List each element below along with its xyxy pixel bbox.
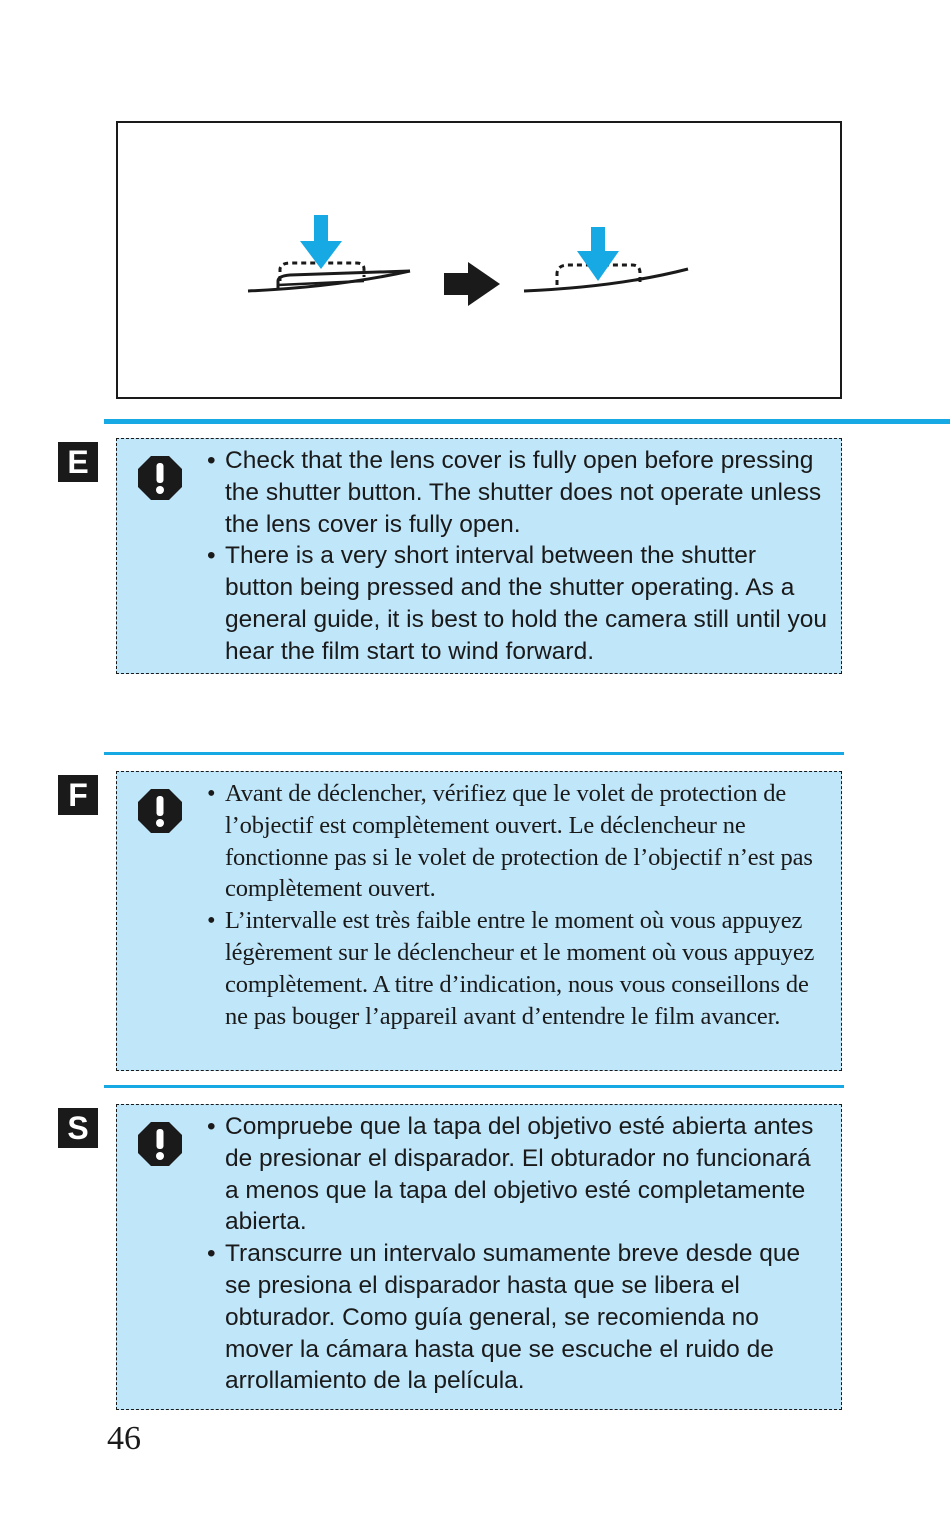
warning-icon — [137, 1121, 183, 1167]
caution-note-french — [116, 771, 842, 1071]
shutter-button-before — [248, 263, 410, 291]
warning-icon — [137, 455, 183, 501]
caution-note-spanish — [116, 1104, 842, 1410]
bullet-marker: • — [207, 907, 216, 935]
shutter-illustration — [116, 121, 842, 399]
page-number: 46 — [107, 1420, 141, 1457]
bullet-marker: • — [207, 1113, 216, 1140]
bullet-marker: • — [207, 447, 216, 474]
press-down-arrow-icon — [300, 215, 342, 269]
list-item: • L’intervalle est très faible entre le moment où vous appuyez légèrement sur le déclencheur et le moment où vous appuyez complètement. A titre d’indication, nous vous conseillons de ne pas bouger l’appareil avant d’entendre le film avancer. — [207, 907, 815, 1030]
caution-list-spanish — [207, 1111, 827, 1397]
list-item: • Compruebe que la tapa del objetivo esté abierta antes de presionar el disparador. El obturador no funcionará a menos que la tapa del objetivo esté completamente abierta. — [207, 1113, 814, 1236]
bullet-marker: • — [207, 1240, 216, 1268]
shutter-press-diagram — [118, 123, 840, 397]
caution-list-french — [207, 778, 827, 1032]
list-item: • Transcurre un intervalo sumamente breve desde que se presiona el disparador hasta que se libera el obturador. Como guía general, se recomienda no mover la cámara hasta que se escuche el ruido de arrollamiento de la película. — [207, 1240, 801, 1395]
section-divider-s — [104, 1085, 844, 1088]
section-divider-e — [104, 419, 950, 424]
list-item: • There is a very short interval between the shutter button being pressed and the shutter operating. As a general guide, it is best to hold the camera still until you hear the film start to wind forward. — [207, 542, 827, 665]
section-divider-f — [104, 752, 844, 755]
press-down-arrow-icon — [577, 227, 619, 281]
caution-note-english — [116, 438, 842, 674]
language-badge-e: E — [58, 442, 98, 482]
bullet-marker: • — [207, 542, 216, 570]
bullet-marker: • — [207, 780, 216, 807]
right-arrow-icon — [444, 262, 500, 306]
language-badge-s: S — [58, 1108, 98, 1148]
list-item: • Avant de déclencher, vérifiez que le volet de protection de l’objectif est complètement ouvert. Le déclencheur ne fonctionne pas si le volet de protection de l’objectif n’est pas complètement ouvert. — [207, 780, 813, 903]
list-item: • Check that the lens cover is fully open before pressing the shutter button. The shutter does not operate unless the lens cover is fully open. — [207, 447, 822, 538]
caution-list-english — [207, 445, 827, 668]
warning-icon — [137, 788, 183, 834]
language-badge-f: F — [58, 775, 98, 815]
